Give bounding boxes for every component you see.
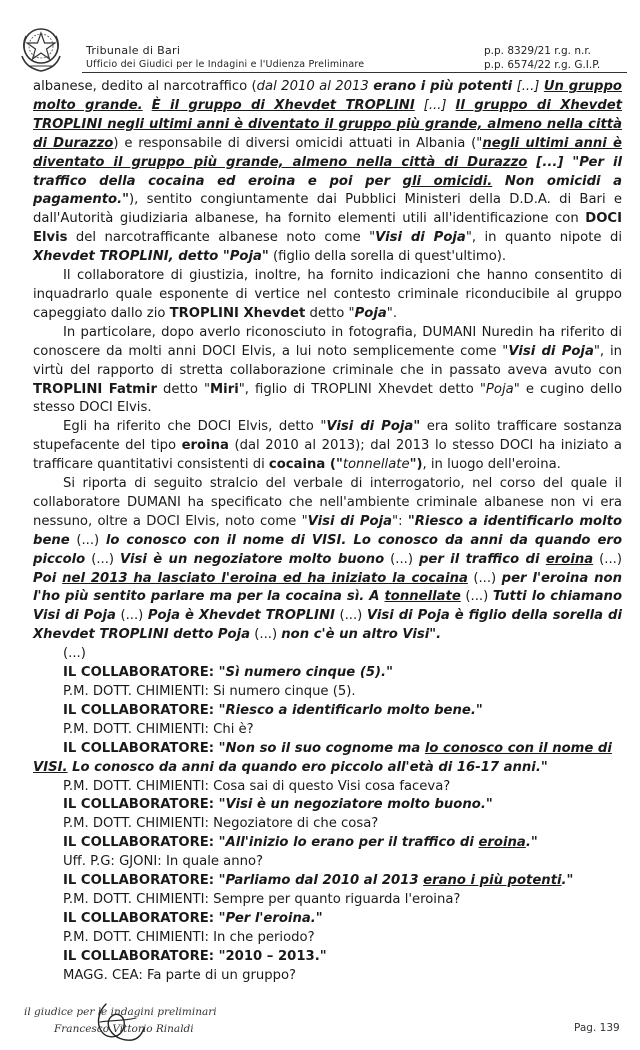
text-run: "Parliamo dal 2010 al 2013 bbox=[218, 873, 424, 889]
transcript-line: MAGG. CEA: Fa parte di un gruppo? bbox=[63, 967, 297, 983]
transcript-line bbox=[33, 834, 622, 853]
text-run: Poja è Xhevdet TROPLINI bbox=[147, 608, 335, 624]
text-run: Non omicidi a pagamento." bbox=[33, 173, 623, 208]
header-divider bbox=[82, 72, 627, 73]
page-number: Pag. 139 bbox=[574, 1022, 620, 1034]
text-run: non c'è un altro Visi". bbox=[281, 627, 442, 643]
text-run: [...] bbox=[512, 79, 544, 94]
text-run: negli ultimi anni è diventato il gruppo più grande, almeno nella città di Durazzo bbox=[33, 135, 622, 170]
text-run: IL COLLABORATORE: bbox=[63, 873, 219, 889]
transcript-line bbox=[33, 759, 622, 778]
paragraph: Si riporta di seguito stralcio del verbale di interrogatorio, nel corso del quale il collaboratore DUMANI ha specificato che nell'ambiente criminale albanese non vi era nessuno, oltre a DOCI Elvis, noto come "Visi di Poja": "Riesco a identificarlo molto bene (...) lo conosco con il nome di VISI. Lo conosco da anni da quando ero piccolo (...) Visi è un negoziatore molto buono (...) per il traffico di eroina (...) Poi nel 2013 ha lasciato l'eroina ed ha iniziato la cocaina (...) per l'eroina non l'ho più sentito parlare ma per la cocaina sì. A tonnellate (...) Tutti lo chiamano Visi di Poja (...) Poja è Xhevdet TROPLINI (...) Visi di Poja è figlio della sorella di Xhevdet TROPLINI detto Poja (...) non c'è un altro Visi". bbox=[33, 476, 623, 643]
transcript-line: P.M. DOTT. CHIMIENTI: Si numero cinque (5). bbox=[63, 684, 356, 699]
text-run: Tutti lo chiamano Visi di Poja bbox=[33, 589, 623, 624]
text-run: per il traffico di bbox=[418, 551, 546, 567]
text-run: È il gruppo di Xhevdet TROPLINI bbox=[151, 97, 415, 113]
text-run: Poja bbox=[485, 381, 514, 397]
paragraph: Egli ha riferito che DOCI Elvis, detto "Visi di Poja" era solito trafficare sostanza stupefacente del tipo eroina (dal 2010 al 2013); dal 2013 lo stesso DOCI ha iniziato a trafficare quantitativi consistenti di cocaina ("tonnellate"), in luogo dell'eroina. bbox=[33, 419, 622, 473]
text-run: Un gruppo molto grande. bbox=[33, 79, 622, 113]
text-run: cocaina (" bbox=[268, 457, 343, 473]
judge-title: il giudice per le indagini preliminari bbox=[24, 1006, 217, 1018]
judge-name: Francesco Vittorio Rinaldi bbox=[54, 1023, 194, 1035]
text-run: Lo conosco da anni da quando ero piccolo all'età di 16-17 anni." bbox=[67, 759, 548, 775]
text-run: Visi di Poja è figlio della sorella di Xhevdet TROPLINI detto Poja bbox=[33, 608, 622, 643]
case-number-gip: p.p. 6574/22 r.g. G.I.P. bbox=[484, 59, 601, 71]
text-run: tonnellate bbox=[342, 457, 410, 473]
document-body bbox=[33, 78, 622, 986]
text-run: IL COLLABORATORE: bbox=[63, 910, 219, 926]
office-name: Ufficio dei Giudici per le Indagini e l'Udienza Preliminare bbox=[86, 59, 365, 70]
text-run: dal 2010 al 2013 bbox=[256, 79, 374, 94]
handwritten-signature bbox=[88, 998, 152, 1046]
text-run: IL COLLABORATORE: bbox=[63, 702, 219, 718]
paragraph: In particolare, dopo averlo riconosciuto in fotografia, DUMANI Nuredin ha riferito di conoscere da molti anni DOCI Elvis, a lui noto semplicemente come "Visi di Poja", in virtù del rapporto di stretta collaborazione criminale che in passato aveva avuto con TROPLINI Fatmir detto "Miri", figlio di TROPLINI Xhevdet detto "Poja" e cugino dello stesso DOCI Elvis. bbox=[33, 324, 623, 416]
text-run: IL COLLABORATORE: bbox=[63, 740, 219, 756]
transcript-line: P.M. DOTT. CHIMIENTI: Chi è? bbox=[63, 721, 254, 737]
paragraph: Il collaboratore di giustizia, inoltre, ha fornito indicazioni che hanno consentito di inquadrarlo quale esponente di vertice nel contesto criminale riconducibile al gruppo capeggiato dallo zio TROPLINI Xhevdet detto "Poja". bbox=[33, 268, 622, 321]
text-run: nel 2013 ha lasciato l'eroina ed ha iniziato la cocaina bbox=[62, 570, 468, 586]
transcript-line bbox=[33, 910, 622, 929]
text-run: Visi di Poja bbox=[307, 513, 393, 529]
document-header bbox=[0, 0, 640, 86]
text-run: ." bbox=[525, 835, 538, 851]
text-run: Poi bbox=[33, 570, 63, 586]
text-run: erano i più potenti bbox=[423, 873, 562, 889]
text-run: TROPLINI Fatmir bbox=[33, 381, 157, 397]
text-run: eroina bbox=[478, 835, 526, 851]
text-run: ." bbox=[561, 873, 574, 889]
text-run: VISI. bbox=[33, 759, 68, 775]
text-run: IL COLLABORATORE: bbox=[63, 797, 219, 813]
transcript-dialogue bbox=[33, 664, 622, 985]
text-run: eroina bbox=[181, 438, 229, 454]
text-run: Visi di Poja bbox=[508, 343, 594, 359]
transcript-ellipsis: (...) bbox=[63, 646, 86, 662]
text-run: Miri bbox=[210, 381, 239, 397]
text-run: "Riesco a identificarlo molto bene." bbox=[218, 702, 483, 718]
court-name: Tribunale di Bari bbox=[86, 44, 181, 57]
text-run: ") bbox=[409, 457, 423, 473]
transcript-line bbox=[33, 872, 622, 891]
transcript-line: Uff. P.G: GJONI: In quale anno? bbox=[63, 854, 264, 870]
text-run: Xhevdet TROPLINI, detto "Poja" bbox=[33, 249, 269, 265]
italian-republic-emblem-icon bbox=[16, 22, 66, 74]
text-run: Il gruppo di Xhevdet TROPLINI negli ultimi anni è diventato il gruppo più grande, almeno nella città di Durazzo bbox=[33, 97, 623, 151]
transcript-line: P.M. DOTT. CHIMIENTI: In che periodo? bbox=[63, 929, 315, 945]
text-run: IL COLLABORATORE: bbox=[63, 665, 219, 681]
text-run: "Per l'eroina." bbox=[218, 910, 323, 926]
text-run: gli omicidi. bbox=[402, 173, 493, 189]
transcript-line: P.M. DOTT. CHIMIENTI: Sempre per quanto riguarda l'eroina? bbox=[63, 891, 461, 907]
paragraph: albanese, dedito al narcotraffico (dal 2010 al 2013 erano i più potenti [...] Un gruppo molto grande. È il gruppo di Xhevdet TROPLINI [...] Il gruppo di Xhevdet TROPLINI negli ultimi anni è diventato il gruppo più grande, almeno nella città di Durazzo) e responsabile di diversi omicidi attuati in Albania ("negli ultimi anni è diventato il gruppo più grande, almeno nella città di Durazzo [...] "Per il traffico della cocaina ed eroina e poi per gli omicidi. Non omicidi a pagamento."), sentito congiuntamente dai Pubblici Ministeri della D.D.A. di Bari e dall'Autorità giudiziaria albanese, ha fornito elementi utili all'identificazione con DOCI Elvis del narcotrafficante albanese noto come "Visi di Poja", in quanto nipote di Xhevdet TROPLINI, detto "Poja" (figlio della sorella di quest'ultimo). bbox=[33, 79, 623, 265]
text-run: Visi di Poja" bbox=[326, 419, 421, 435]
text-run: "Non so il suo cognome ma bbox=[218, 740, 425, 756]
text-run: eroina bbox=[545, 551, 594, 567]
text-run: IL COLLABORATORE: bbox=[63, 948, 219, 964]
transcript-line bbox=[33, 796, 622, 815]
text-run: [...] "Per il traffico della cocaina ed eroina e poi per bbox=[33, 154, 622, 189]
text-run: IL COLLABORATORE: bbox=[63, 835, 219, 851]
text-run: erano i più potenti bbox=[373, 79, 513, 94]
text-run: lo conosco con il nome di VISI. Lo conosco da anni da quando ero piccolo bbox=[33, 532, 622, 567]
text-run: TROPLINI Xhevdet bbox=[169, 305, 306, 321]
text-run: "All'inizio lo erano per il traffico di bbox=[218, 835, 479, 851]
text-run: Visi di Poja bbox=[375, 230, 466, 246]
text-run: per l'eroina non l'ho più sentito parlare ma per la cocaina sì. A bbox=[33, 570, 622, 605]
transcript-line bbox=[33, 664, 622, 683]
transcript-line bbox=[33, 740, 622, 759]
transcript-line bbox=[33, 948, 622, 967]
text-run: "2010 – 2013." bbox=[218, 948, 327, 964]
text-run: "Riesco a identificarlo molto bene bbox=[33, 513, 623, 548]
text-run: tonnellate bbox=[384, 589, 461, 605]
transcript-line: P.M. DOTT. CHIMIENTI: Cosa sai di questo Visi cosa faceva? bbox=[63, 778, 451, 794]
case-number-pp: p.p. 8329/21 r.g. n.r. bbox=[484, 45, 592, 57]
text-run: "Sì numero cinque (5)." bbox=[218, 665, 393, 681]
transcript-line bbox=[33, 702, 622, 721]
text-run: Poja bbox=[354, 305, 387, 321]
document-footer bbox=[0, 996, 640, 1050]
text-run: Visi è un negoziatore molto buono bbox=[120, 551, 385, 567]
text-run: [...] bbox=[414, 97, 456, 113]
text-run: "Visi è un negoziatore molto buono." bbox=[218, 797, 493, 813]
text-run: lo conosco con il nome di bbox=[424, 740, 612, 756]
transcript-line: P.M. DOTT. CHIMIENTI: Negoziatore di che cosa? bbox=[63, 816, 379, 832]
text-run: DOCI Elvis bbox=[33, 211, 622, 246]
